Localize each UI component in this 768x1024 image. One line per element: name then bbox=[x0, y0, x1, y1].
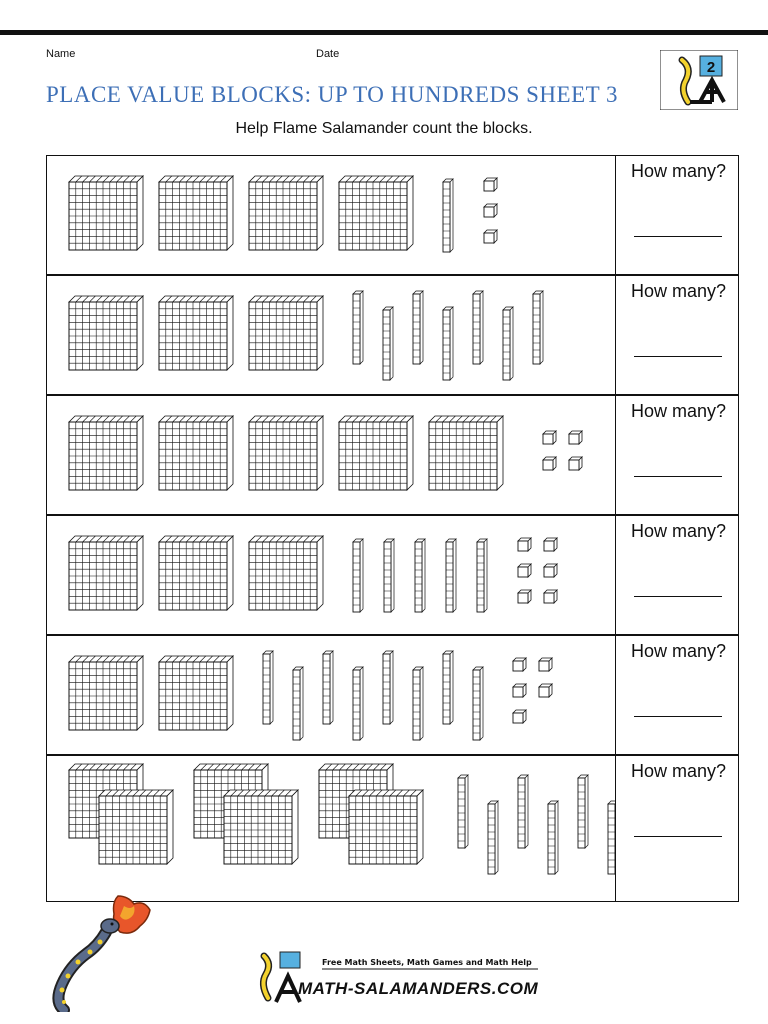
ten-rod bbox=[533, 291, 543, 364]
name-label: Name bbox=[46, 48, 76, 60]
unit-cube bbox=[569, 457, 582, 470]
ten-rod bbox=[384, 539, 394, 612]
ten-rod bbox=[518, 775, 528, 848]
unit-cube bbox=[518, 590, 531, 603]
blocks-area bbox=[47, 516, 615, 636]
unit-cube bbox=[569, 431, 582, 444]
blocks-area bbox=[47, 756, 615, 903]
ten-rod bbox=[323, 651, 333, 724]
grade-logo-icon bbox=[660, 50, 738, 110]
question-label: How many? bbox=[630, 161, 727, 181]
hundred-block bbox=[159, 176, 233, 250]
unit-cube bbox=[484, 230, 497, 243]
unit-cube bbox=[544, 538, 557, 551]
ten-rod bbox=[263, 651, 273, 724]
unit-cube bbox=[513, 658, 526, 671]
ten-rod bbox=[443, 179, 453, 252]
hundred-block bbox=[99, 790, 173, 864]
ten-rod bbox=[293, 667, 303, 740]
blocks-area bbox=[47, 276, 615, 396]
answer-cell bbox=[615, 396, 741, 514]
answer-line[interactable] bbox=[634, 356, 722, 357]
hundred-block bbox=[69, 416, 143, 490]
question-label: How many? bbox=[630, 761, 727, 781]
question-row-3 bbox=[46, 395, 739, 515]
answer-line[interactable] bbox=[634, 836, 722, 837]
ten-rod bbox=[443, 651, 453, 724]
flame-salamander-icon bbox=[46, 892, 161, 1012]
answer-cell bbox=[615, 516, 741, 634]
footer-tagline: Free Math Sheets, Math Games and Math Help bbox=[322, 958, 532, 967]
question-row-6 bbox=[46, 755, 739, 902]
hundred-block bbox=[224, 790, 298, 864]
answer-line[interactable] bbox=[634, 716, 722, 717]
hundred-block bbox=[249, 416, 323, 490]
answer-cell bbox=[615, 276, 741, 394]
question-label: How many? bbox=[630, 281, 727, 301]
ten-rod bbox=[383, 307, 393, 380]
blocks-drawing bbox=[47, 156, 615, 276]
ten-rod bbox=[473, 667, 483, 740]
footer-site-link[interactable]: MATH-SALAMANDERS.COM bbox=[298, 979, 539, 998]
unit-cube bbox=[539, 684, 552, 697]
unit-cube bbox=[484, 204, 497, 217]
blocks-area bbox=[47, 636, 615, 756]
answer-cell bbox=[615, 636, 741, 754]
ten-rod bbox=[503, 307, 513, 380]
hundred-block bbox=[349, 790, 423, 864]
ten-rod bbox=[353, 667, 363, 740]
ten-rod bbox=[415, 539, 425, 612]
worksheet bbox=[46, 155, 739, 902]
unit-cube bbox=[484, 178, 497, 191]
hundred-block bbox=[159, 296, 233, 370]
answer-line[interactable] bbox=[634, 476, 722, 477]
blocks-area bbox=[47, 156, 615, 276]
blocks-drawing bbox=[47, 756, 615, 903]
ten-rod bbox=[383, 651, 393, 724]
ten-rod bbox=[413, 291, 423, 364]
blocks-drawing bbox=[47, 636, 615, 756]
hundred-block bbox=[159, 416, 233, 490]
ten-rod bbox=[446, 539, 456, 612]
ten-rod bbox=[488, 801, 498, 874]
answer-cell bbox=[615, 156, 741, 274]
question-label: How many? bbox=[630, 641, 727, 661]
unit-cube bbox=[518, 564, 531, 577]
question-row-2 bbox=[46, 275, 739, 395]
unit-cube bbox=[539, 658, 552, 671]
unit-cube bbox=[543, 431, 556, 444]
grade-badge: 2 bbox=[706, 59, 716, 76]
hundred-block bbox=[339, 176, 413, 250]
hundred-block bbox=[159, 656, 233, 730]
answer-line[interactable] bbox=[634, 596, 722, 597]
ten-rod bbox=[353, 539, 363, 612]
question-label: How many? bbox=[630, 521, 727, 541]
question-row-4 bbox=[46, 515, 739, 635]
answer-line[interactable] bbox=[634, 236, 722, 237]
hundred-block bbox=[249, 536, 323, 610]
hundred-block bbox=[69, 536, 143, 610]
unit-cube bbox=[518, 538, 531, 551]
ten-rod bbox=[548, 801, 558, 874]
page-title: PLACE VALUE BLOCKS: UP TO HUNDREDS SHEET 3 bbox=[46, 82, 619, 107]
hundred-block bbox=[159, 536, 233, 610]
blocks-drawing bbox=[47, 276, 615, 396]
ten-rod bbox=[477, 539, 487, 612]
hundred-block bbox=[69, 176, 143, 250]
hundred-block bbox=[249, 176, 323, 250]
ten-rod bbox=[608, 801, 615, 874]
question-label: How many? bbox=[630, 401, 727, 421]
question-row-1 bbox=[46, 155, 739, 275]
unit-cube bbox=[543, 457, 556, 470]
ten-rod bbox=[578, 775, 588, 848]
unit-cube bbox=[513, 710, 526, 723]
hundred-block bbox=[339, 416, 413, 490]
date-label: Date bbox=[316, 48, 340, 60]
blocks-drawing bbox=[47, 516, 615, 636]
top-rule bbox=[0, 30, 768, 35]
blocks-area bbox=[47, 396, 615, 516]
ten-rod bbox=[473, 291, 483, 364]
unit-cube bbox=[544, 590, 557, 603]
unit-cube bbox=[513, 684, 526, 697]
ten-rod bbox=[458, 775, 468, 848]
hundred-block bbox=[69, 656, 143, 730]
hundred-block bbox=[429, 416, 503, 490]
question-row-5 bbox=[46, 635, 739, 755]
hundred-block bbox=[249, 296, 323, 370]
unit-cube bbox=[544, 564, 557, 577]
ten-rod bbox=[443, 307, 453, 380]
answer-cell bbox=[615, 756, 741, 901]
blocks-drawing bbox=[47, 396, 615, 516]
ten-rod bbox=[413, 667, 423, 740]
ten-rod bbox=[353, 291, 363, 364]
hundred-block bbox=[69, 296, 143, 370]
page-subtitle: Help Flame Salamander count the blocks. bbox=[235, 120, 533, 137]
